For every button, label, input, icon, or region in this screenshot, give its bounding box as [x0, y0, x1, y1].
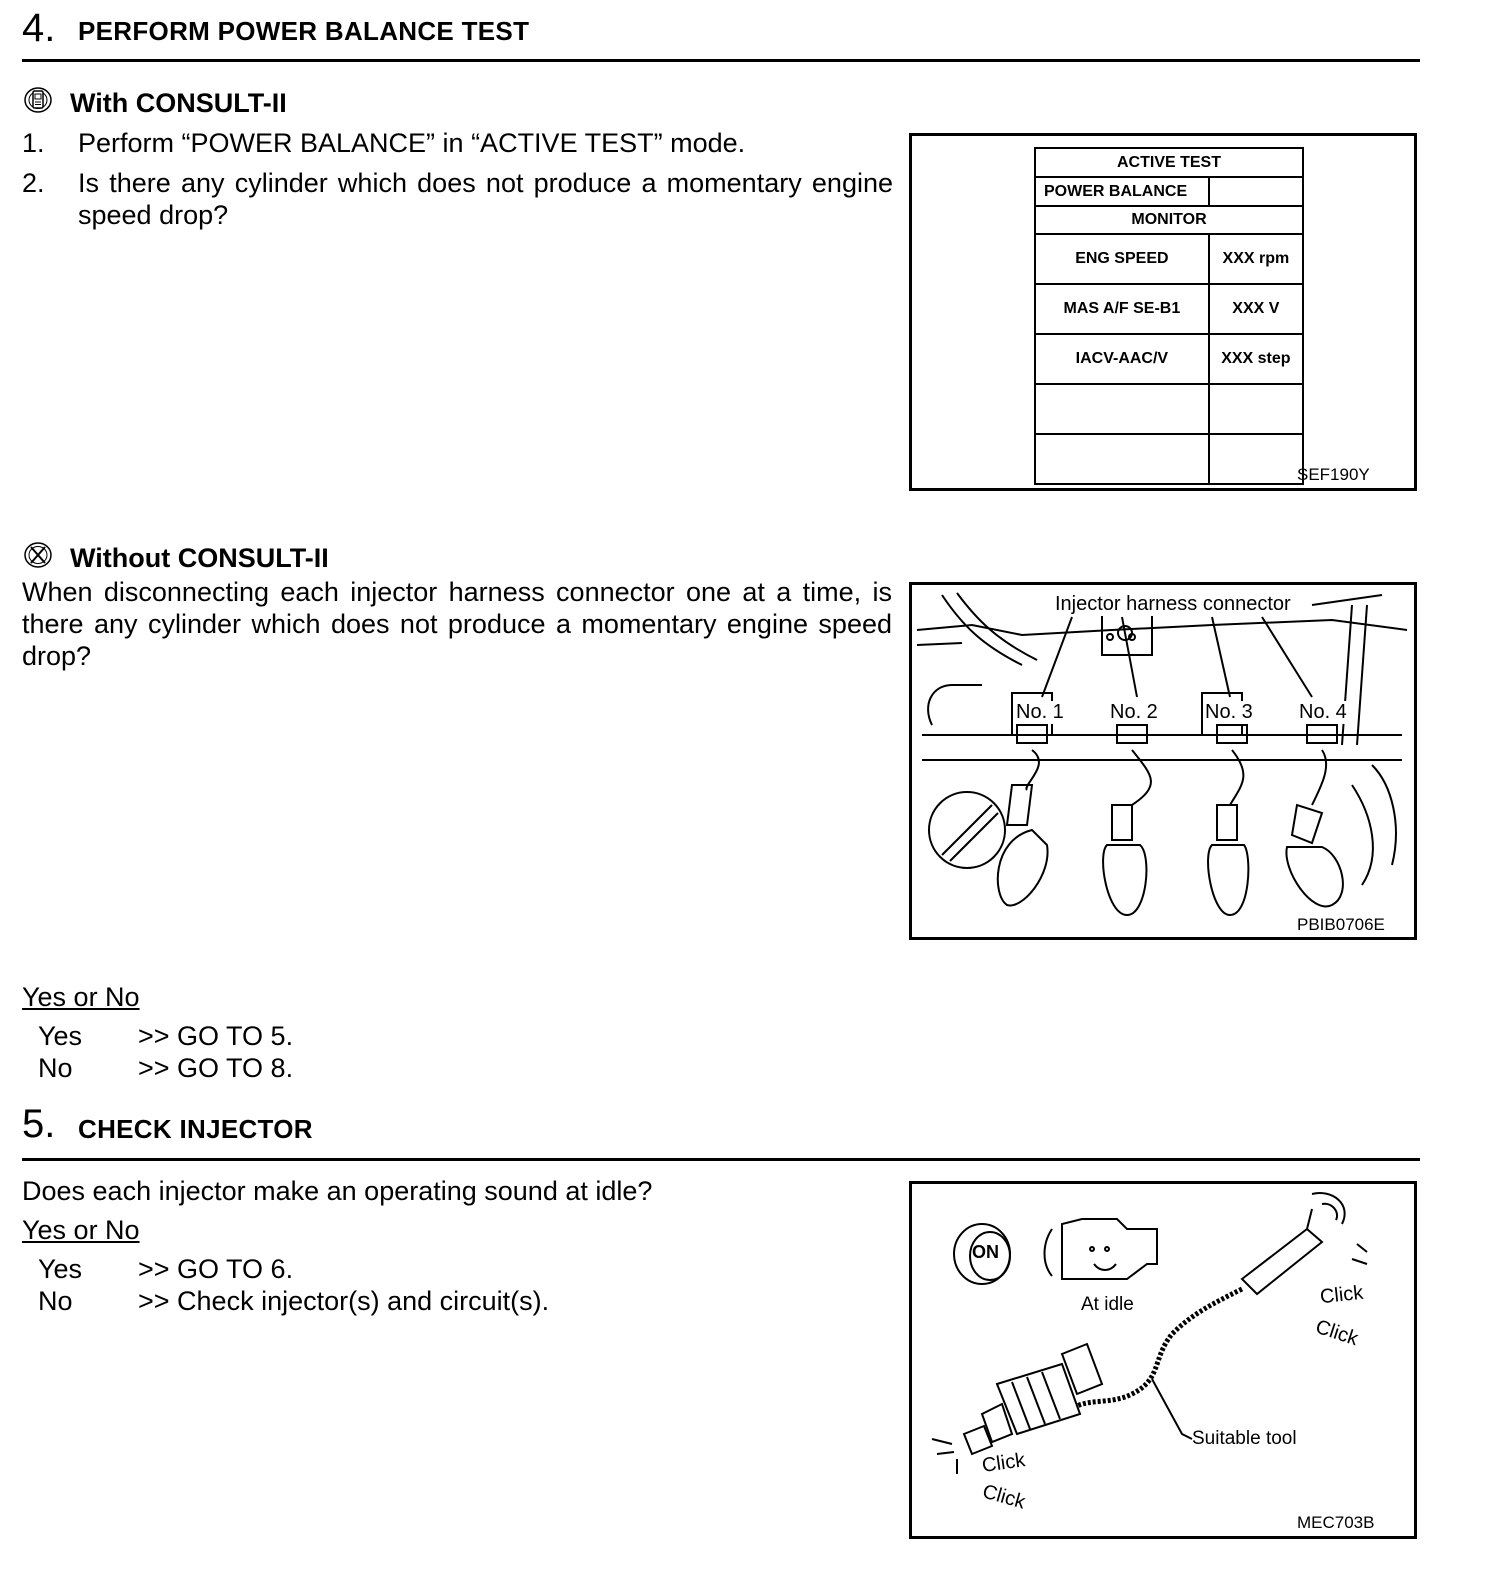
step-5-title: CHECK INJECTOR	[78, 1114, 313, 1144]
monitor-item-value: XXX rpm	[1209, 234, 1303, 284]
yes-or-no-label: Yes or No	[22, 1215, 140, 1245]
figure-code: MEC703B	[1297, 1513, 1375, 1532]
monitor-item-name: IACV-AAC/V	[1035, 334, 1209, 384]
answer-action: >> Check injector(s) and circuit(s).	[138, 1286, 550, 1316]
list-item-number: 1.	[22, 128, 45, 158]
step-5-question: Does each injector make an operating sound at idle?	[22, 1176, 653, 1206]
consult-screen-figure	[909, 133, 1417, 491]
section-divider	[22, 59, 1420, 62]
click-label: Click	[979, 1480, 1028, 1514]
monitor-header: MONITOR	[1035, 206, 1303, 234]
click-label: Click	[1312, 1315, 1361, 1351]
click-label: Click	[980, 1449, 1027, 1477]
engine-drawing	[912, 585, 1414, 937]
list-item-text: Perform “POWER BALANCE” in “ACTIVE TEST” mode.	[78, 128, 746, 158]
step-5-number: 5.	[22, 1102, 56, 1146]
list-item-number: 2.	[22, 168, 45, 198]
step-4-title: PERFORM POWER BALANCE TEST	[78, 16, 530, 46]
injector-no2-label: No. 2	[1110, 701, 1158, 723]
without-consult-text: When disconnecting each injector harness connector one at a time, is there any cylinder which does not produce a momentary engine speed drop?	[22, 577, 892, 671]
list-item-text: Is there any cylinder which does not produce a momentary engine speed drop?	[78, 168, 893, 230]
injector-no4-label: No. 4	[1299, 701, 1347, 723]
step-4-number: 4.	[22, 6, 56, 50]
injector-harness-figure	[909, 582, 1417, 940]
at-idle-label: At idle	[1081, 1294, 1134, 1315]
injector-sound-figure	[909, 1181, 1417, 1539]
monitor-item-value: XXX V	[1209, 284, 1303, 334]
table-header: ACTIVE TEST	[1035, 148, 1303, 177]
yes-or-no-label: Yes or No	[22, 982, 140, 1012]
active-test-table	[1034, 147, 1304, 485]
section-divider	[22, 1158, 1420, 1161]
monitor-item-value: XXX step	[1209, 334, 1303, 384]
answer-key: Yes	[38, 1254, 83, 1284]
answer-action: >> GO TO 8.	[138, 1053, 294, 1083]
monitor-item-value	[1209, 384, 1303, 434]
test-mode-cell: POWER BALANCE	[1035, 177, 1209, 206]
answer-action: >> GO TO 6.	[138, 1254, 294, 1284]
consult-tool-icon	[22, 86, 54, 116]
injector-no1-label: No. 1	[1016, 701, 1064, 723]
figure-code: PBIB0706E	[1297, 915, 1385, 934]
answer-key: Yes	[38, 1021, 83, 1051]
injector-no3-label: No. 3	[1205, 701, 1253, 723]
answer-action: >> GO TO 5.	[138, 1021, 294, 1051]
without-consult-heading: Without CONSULT-II	[70, 543, 329, 573]
test-mode-value	[1209, 177, 1303, 206]
answer-key: No	[38, 1053, 73, 1083]
click-label: Click	[1318, 1281, 1365, 1309]
ignition-on-label: ON	[972, 1242, 999, 1262]
monitor-item-name	[1035, 434, 1209, 484]
with-consult-heading: With CONSULT-II	[70, 88, 287, 118]
no-consult-icon	[22, 541, 54, 571]
monitor-item-name: ENG SPEED	[1035, 234, 1209, 284]
monitor-item-name	[1035, 384, 1209, 434]
answer-key: No	[38, 1286, 73, 1316]
suitable-tool-label: Suitable tool	[1192, 1428, 1297, 1449]
figure-code: SEF190Y	[1297, 465, 1370, 484]
injector-harness-label: Injector harness connector	[1055, 593, 1291, 615]
monitor-item-name: MAS A/F SE-B1	[1035, 284, 1209, 334]
monitor-item-value	[1209, 434, 1303, 484]
